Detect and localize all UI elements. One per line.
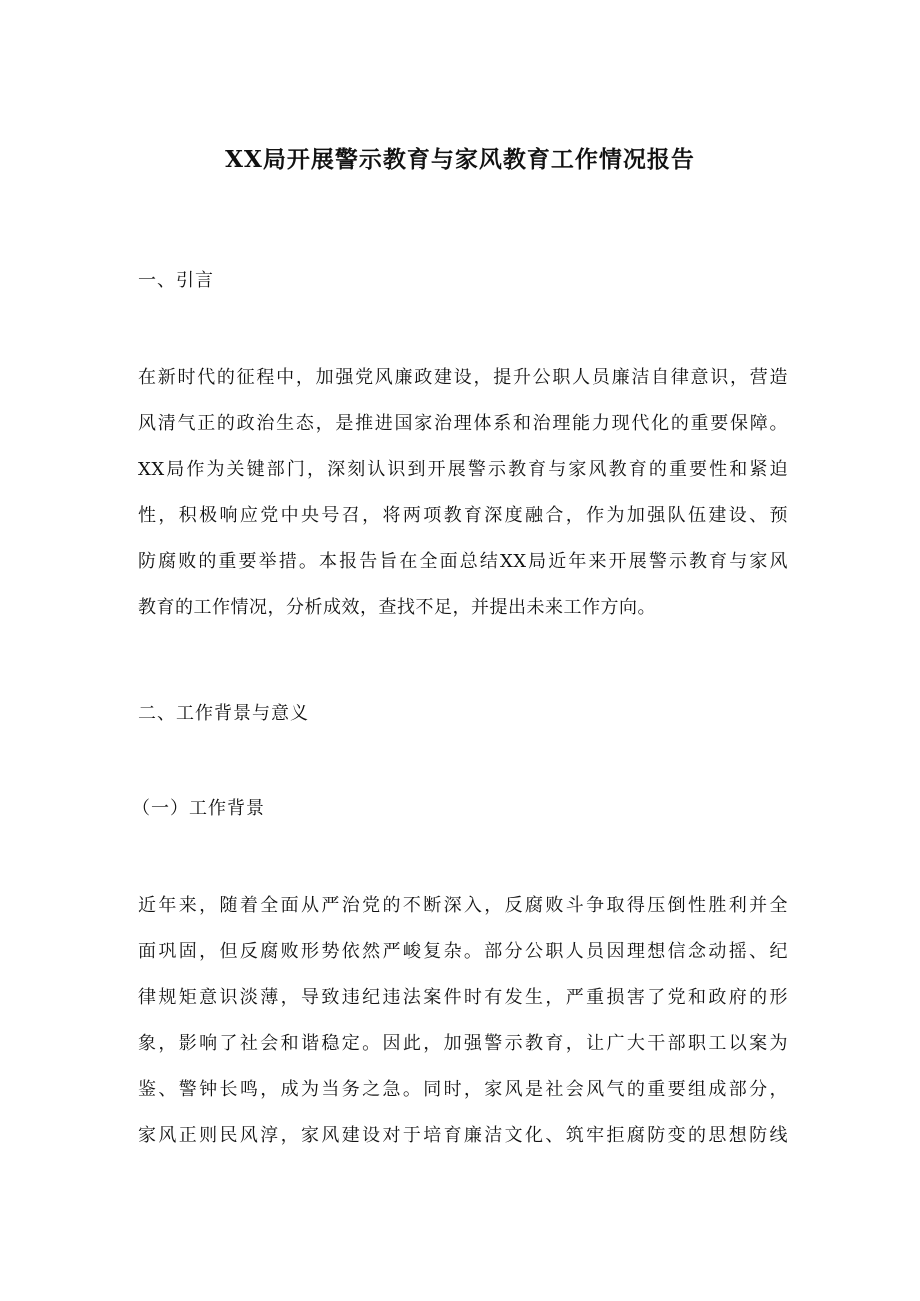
paragraph-line: 在新时代的征程中，加强党风廉政建设，提升公职人员廉洁自律意识，营造 xyxy=(138,367,788,388)
paragraph-line: 防腐败的重要举措。本报告旨在全面总结XX局近年来开展警示教育与家风 xyxy=(138,551,788,572)
paragraph-line: 教育的工作情况，分析成效，查找不足，并提出未来工作方向。 xyxy=(138,597,656,618)
introduction-paragraph xyxy=(138,355,788,631)
paragraph-line: 鉴、警钟长鸣，成为当务之急。同时，家风是社会风气的重要组成部分， xyxy=(138,1079,788,1100)
section-heading-background: 二、工作背景与意义 xyxy=(138,703,309,724)
paragraph-line: 面巩固，但反腐败形势依然严峻复杂。部分公职人员因理想信念动摇、纪 xyxy=(138,941,788,962)
paragraph-line: 律规矩意识淡薄，导致违纪违法案件时有发生，严重损害了党和政府的形 xyxy=(138,987,788,1008)
paragraph-line: 性，积极响应党中央号召，将两项教育深度融合，作为加强队伍建设、预 xyxy=(138,505,788,526)
paragraph-line: 家风正则民风淳，家风建设对于培育廉洁文化、筑牢拒腐防变的思想防线 xyxy=(138,1125,788,1146)
paragraph-line: 风清气正的政治生态，是推进国家治理体系和治理能力现代化的重要保障。 xyxy=(138,413,788,434)
paragraph-line: XX局作为关键部门，深刻认识到开展警示教育与家风教育的重要性和紧迫 xyxy=(138,459,788,480)
section-heading-introduction: 一、引言 xyxy=(138,270,214,291)
document-title: XX局开展警示教育与家风教育工作情况报告 xyxy=(225,146,695,173)
subsection-heading-background: （一）工作背景 xyxy=(132,798,265,819)
background-paragraph xyxy=(138,883,788,1159)
paragraph-line: 象，影响了社会和谐稳定。因此，加强警示教育，让广大干部职工以案为 xyxy=(138,1033,788,1054)
paragraph-line: 近年来，随着全面从严治党的不断深入，反腐败斗争取得压倒性胜利并全 xyxy=(138,895,788,916)
